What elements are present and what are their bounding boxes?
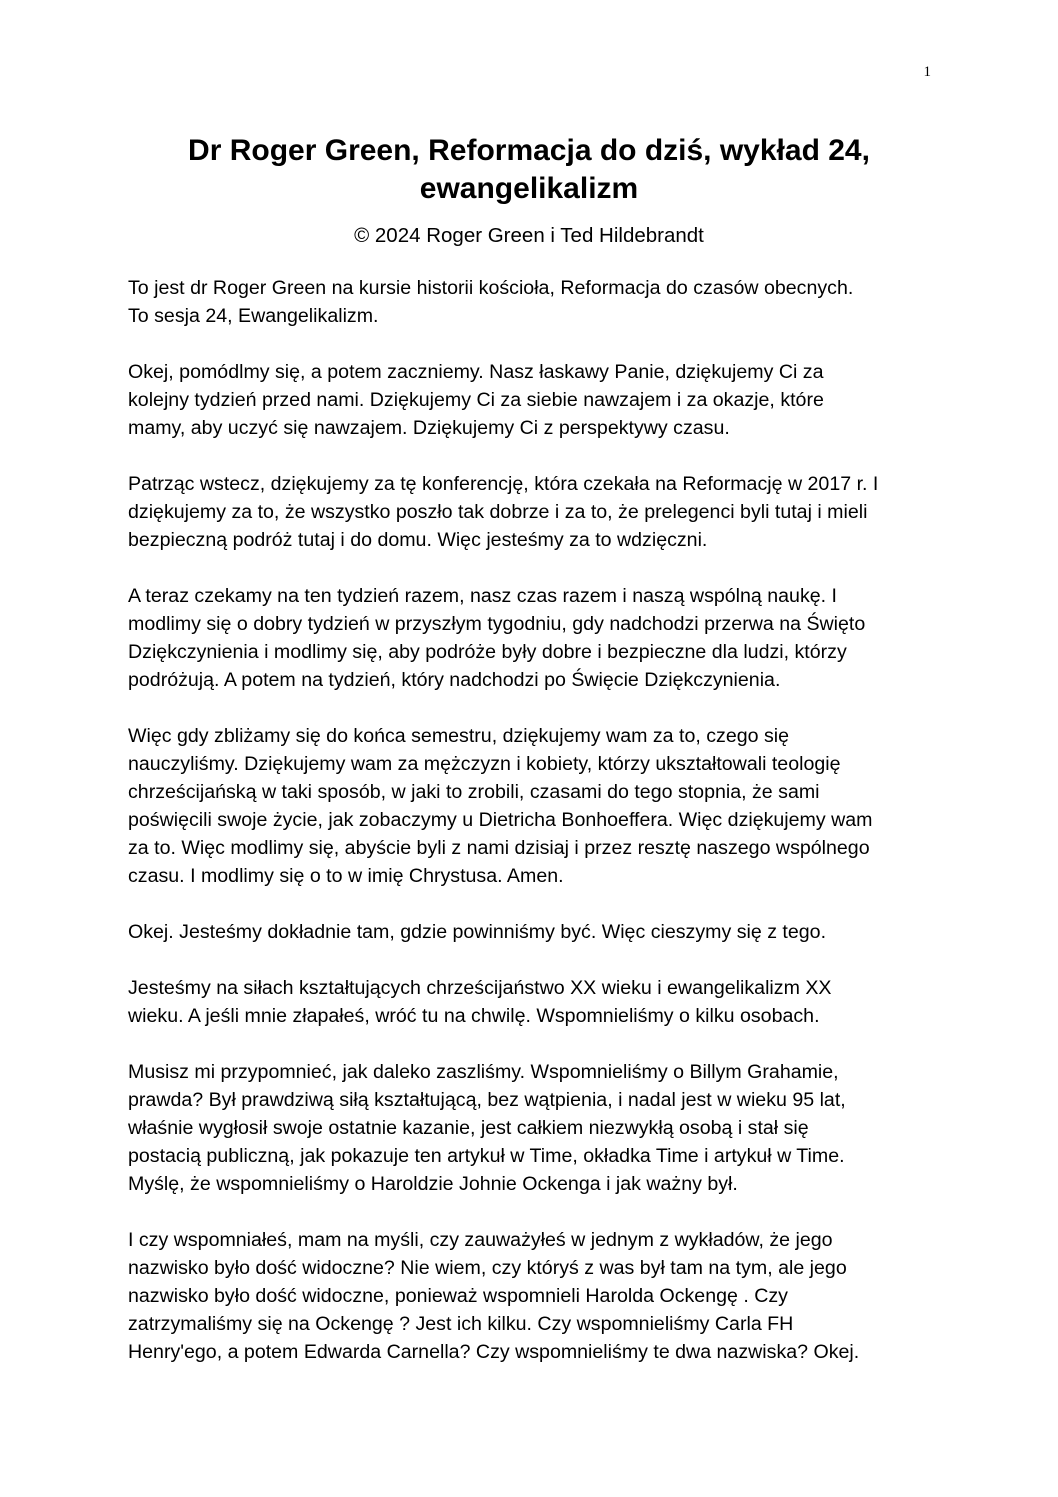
text-line: chrześcijańską w taki sposób, w jaki to zrobili, czasami do tego stopnia, że sami bbox=[128, 781, 820, 803]
document-title bbox=[100, 132, 958, 208]
text-line: modlimy się o dobry tydzień w przyszłym tygodniu, gdy nadchodzi przerwa na Święto bbox=[128, 613, 866, 635]
paragraph bbox=[128, 582, 948, 694]
text-line: Jesteśmy na siłach kształtujących chrześcijaństwo XX wieku i ewangelikalizm XX bbox=[128, 977, 832, 999]
text-line: To sesja 24, Ewangelikalizm. bbox=[128, 305, 379, 327]
paragraph bbox=[128, 1226, 948, 1366]
text-line: Henry'ego, a potem Edwarda Carnella? Czy wspomnieliśmy te dwa nazwiska? Okej. bbox=[128, 1341, 860, 1363]
text-line: za to. Więc modlimy się, abyście byli z nami dzisiaj i przez resztę naszego wspólnego bbox=[128, 837, 870, 859]
text-line: wieku. A jeśli mnie złapałeś, wróć tu na chwilę. Wspomnieliśmy o kilku osobach. bbox=[128, 1005, 820, 1027]
document-body bbox=[128, 274, 948, 1394]
text-line: Dziękczynienia i modlimy się, aby podróże były dobre i bezpieczne dla ludzi, którzy bbox=[128, 641, 847, 663]
text-line: Patrząc wstecz, dziękujemy za tę konferencję, która czekała na Reformację w 2017 r. I bbox=[128, 473, 879, 495]
text-line: dziękujemy za to, że wszystko poszło tak dobrze i za to, że prelegenci byli tutaj i mieli bbox=[128, 501, 868, 523]
text-line: Więc gdy zbliżamy się do końca semestru, dziękujemy wam za to, czego się bbox=[128, 725, 790, 747]
paragraph bbox=[128, 722, 948, 890]
text-line: Musisz mi przypomnieć, jak daleko zaszliśmy. Wspomnieliśmy o Billym Grahamie, bbox=[128, 1061, 839, 1083]
paragraph bbox=[128, 974, 948, 1030]
text-line: poświęcili swoje życie, jak zobaczymy u Dietricha Bonhoeffera. Więc dziękujemy wam bbox=[128, 809, 873, 831]
text-line: A teraz czekamy na ten tydzień razem, nasz czas razem i naszą wspólną naukę. I bbox=[128, 585, 837, 607]
copyright-notice: © 2024 Roger Green i Ted Hildebrandt bbox=[354, 224, 704, 247]
text-line: mamy, aby uczyć się nawzajem. Dziękujemy Ci z perspektywy czasu. bbox=[128, 417, 730, 439]
text-line: nazwisko było dość widoczne, ponieważ wspomnieli Harolda Ockengę . Czy bbox=[128, 1285, 788, 1307]
text-line: kolejny tydzień przed nami. Dziękujemy Ci za siebie nawzajem i za okazje, które bbox=[128, 389, 824, 411]
paragraph bbox=[128, 470, 948, 554]
title-line: ewangelikalizm bbox=[419, 172, 639, 205]
title-line: Dr Roger Green, Reformacja do dziś, wykład 24, bbox=[188, 134, 870, 167]
text-line: podróżują. A potem na tydzień, który nadchodzi po Święcie Dziękczynienia. bbox=[128, 669, 781, 691]
page-number: 1 bbox=[923, 64, 931, 80]
text-line: prawda? Był prawdziwą siłą kształtującą, bez wątpienia, i nadal jest w wieku 95 lat, bbox=[128, 1089, 846, 1111]
text-line: zatrzymaliśmy się na Ockengę ? Jest ich kilku. Czy wspomnieliśmy Carla FH bbox=[128, 1313, 794, 1335]
text-line: I czy wspomniałeś, mam na myśli, czy zauważyłeś w jednym z wykładów, że jego bbox=[128, 1229, 833, 1251]
paragraph bbox=[128, 1058, 948, 1198]
text-line: Myślę, że wspomnieliśmy o Haroldzie Johnie Ockenga i jak ważny był. bbox=[128, 1173, 738, 1195]
text-line: bezpieczną podróż tutaj i do domu. Więc jesteśmy za to wdzięczni. bbox=[128, 529, 708, 551]
text-line: nazwisko było dość widoczne? Nie wiem, czy któryś z was był tam na tym, ale jego bbox=[128, 1257, 847, 1279]
text-line: Okej, pomódlmy się, a potem zaczniemy. Nasz łaskawy Panie, dziękujemy Ci za bbox=[128, 361, 824, 383]
text-line: właśnie wygłosił swoje ostatnie kazanie, jest całkiem niezwykłą osobą i stał się bbox=[128, 1117, 809, 1139]
text-line: To jest dr Roger Green na kursie historii kościoła, Reformacja do czasów obecnych. bbox=[128, 277, 854, 299]
text-line: postacią publiczną, jak pokazuje ten artykuł w Time, okładka Time i artykuł w Time. bbox=[128, 1145, 845, 1167]
paragraph bbox=[128, 918, 948, 946]
paragraph bbox=[128, 358, 948, 442]
text-line: nauczyliśmy. Dziękujemy wam za mężczyzn i kobiety, którzy ukształtowali teologię bbox=[128, 753, 841, 775]
text-line: Okej. Jesteśmy dokładnie tam, gdzie powinniśmy być. Więc cieszymy się z tego. bbox=[128, 921, 827, 943]
paragraph bbox=[128, 274, 948, 330]
text-line: czasu. I modlimy się o to w imię Chrystusa. Amen. bbox=[128, 865, 564, 887]
